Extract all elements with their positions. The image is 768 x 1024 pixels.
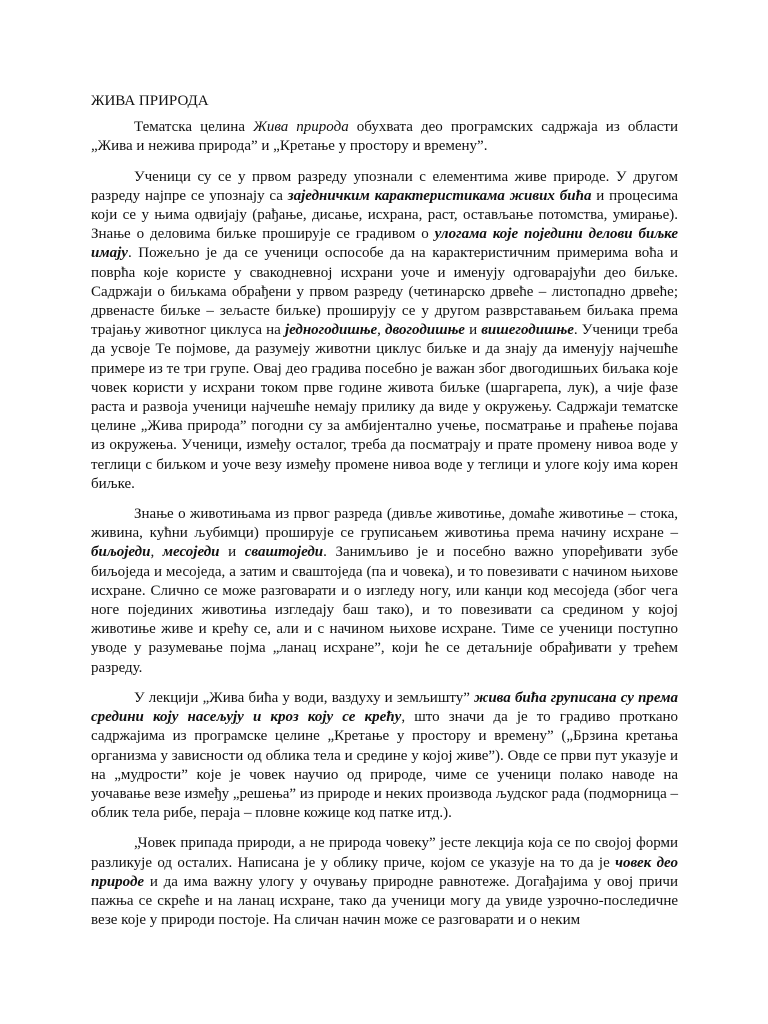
- document-page: [91, 92, 678, 930]
- emphasis-text: улогама које поједини делови биљке имају: [91, 226, 678, 262]
- emphasis-text: месоједи: [162, 544, 220, 561]
- emphasis-text: човек део природе: [91, 854, 678, 890]
- paragraph-text: . Ученици треба да усвоје Те појмове, да разумеју животни циклус биљке и да знају да именују најчешће примере из те три групе. Овај део градива посебно је важан због двогодишњих биљака које човек користи у исхрани током прве године живота биљке (шаргарепа, лук), а чије фазе раста и развоја ученици најчешће немају прилику да виде у окружењу. Садржаји тематске целине „Жива природа” погодни су за амбијентално учење, посматрање и праћење појава из окружења. Ученици, између осталог, треба да посматрају и прате промену нивоа воде у теглици с биљком и уоче везу између промене нивоа воде у теглици и улоге коју има корен биљке.: [91, 322, 678, 492]
- emphasis-text: вишегодишње: [481, 322, 574, 339]
- paragraph-text: У лекцији „Жива бића у води, ваздуху и земљишту”: [134, 689, 475, 706]
- paragraph-text: обухвата део програмских садржаја из области „Жива и нежива природа” и „Кретање у простору и времену”.: [91, 119, 678, 155]
- document-heading: ЖИВА ПРИРОДА: [91, 93, 209, 109]
- paragraph-text: . Пожељно је да се ученици оспособе да на карактеристичним примерима воћа и поврћа које користе у свакодневној исхрани уоче и именују одговарајући део биљке. Садржаји о биљкама обрађени у првом разреду (четинарско дрвеће – листопадно дрвеће; дрвенасте биљке – зељасте биљке) проширују се у другом разврставањем биљака према трајању животног циклуса на: [91, 245, 678, 339]
- document-body: [91, 118, 678, 930]
- body-paragraph-3: [91, 505, 678, 678]
- emphasis-text: жива бића груписана су према средини коју насељују и кроз коју се крећу: [91, 689, 678, 726]
- paragraph-text: и: [219, 544, 245, 561]
- emphasis-text: Жива природа: [253, 119, 349, 136]
- paragraph-text: ,: [150, 544, 163, 561]
- paragraph-text: и: [464, 322, 482, 339]
- body-paragraph-4: [91, 689, 678, 823]
- paragraph-text: Знање о животињама из првог разреда (дивље животиње, домаће животиње – стока, живина, кућни љубимци) проширује се груписањем животиња према начину исхране –: [91, 506, 678, 542]
- paragraph-text: . Занимљиво је и посебно важно упоређивати зубе биљоједа и месоједа, а затим и сваштоједа (па и човека), и то повезивати с начином њихове исхране. Слично се може разговарати и о изгледу ногу, или канџи код месоједа (због чега ноге појединих животиња изгледају баш тако), и то повезивати са средином у којој животиње живе и крећу се, али и с начином њихове исхране. Тиме се ученици поступно уводе у разумевање појма „ланац исхране”, који ће се детаљније обрађивати у трећем разреду.: [91, 544, 678, 676]
- paragraph-text: ,: [377, 322, 386, 339]
- emphasis-text: једногодишње: [284, 322, 378, 339]
- emphasis-text: сваштоједи: [244, 544, 324, 561]
- body-paragraph-2: [91, 168, 678, 494]
- paragraph-text: и да има важну улогу у очувању природне равнотеже. Догађајима у овој причи пажња се скреће и на ланац исхране, тако да ученици могу да увиде узрочно-последичне везе које у природи постоје. На сличан начин може се разговарати и о неким: [91, 873, 678, 929]
- emphasis-text: двогодишње: [385, 322, 465, 339]
- body-paragraph-5: [91, 834, 678, 930]
- paragraph-text: и процесима који се у њима одвијају (рађање, дисање, исхрана, раст, остављање потомства, умирање). Знање о деловима биљке проширује се градивом о: [91, 187, 678, 243]
- paragraph-text: Тематска целина: [134, 119, 254, 136]
- paragraph-text: Ученици су се у првом разреду упознали с елементима живе природе. У другом разреду најпре се упознају са: [91, 168, 678, 204]
- emphasis-text: биљоједи: [91, 544, 151, 561]
- body-paragraph-1: [91, 118, 678, 156]
- paragraph-text: , што значи да је то градиво проткано садржајима из програмске целине „Кретање у простору и времену” („Брзина кретања организма у зависности од облика тела и средине у којој живе”). Овде се први пут указује и на „мудрости” које је човек научио од природе, чиме се ученици полако наводе на уочавање везе између „решења” из природе и неких производа људског рада (подморница – облик тела рибе, пераја – пловне кожице код патке итд.).: [91, 709, 679, 822]
- emphasis-text: заједничким карактеристикама живих бића: [287, 187, 592, 204]
- paragraph-text: „Човек припада природи, а не природа човеку” јесте лекција која се по својој форми разликује од осталих. Написана је у облику приче, којом се указује на то да је: [91, 835, 678, 871]
